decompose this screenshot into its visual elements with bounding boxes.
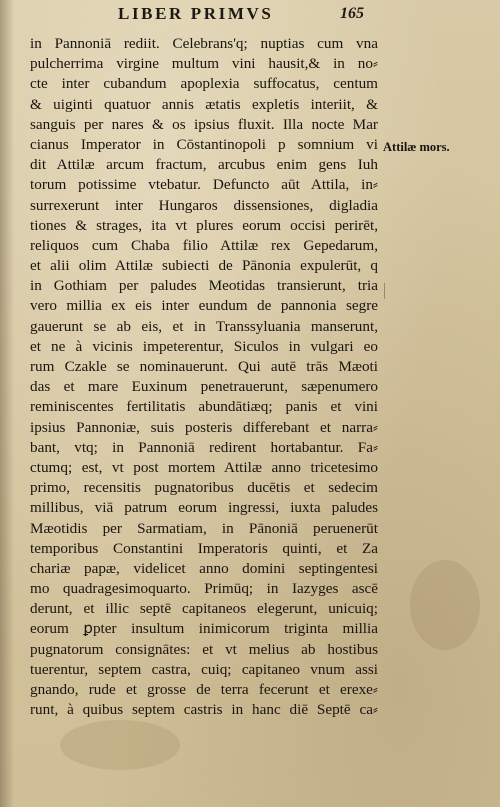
text-line: tiones & strages, ita vt plures eorum occisi perirēt, <box>30 216 378 234</box>
text-line: mo quadragesimoquarto. Primūq; in Iazyges ascē <box>30 580 378 598</box>
text-line: pugnatorum consignātes: et vt melius ab hostibus <box>30 640 378 658</box>
text-line: millibus, viā patrum eorum ingressi, iuxta paludes <box>30 499 378 517</box>
marginal-note: Attilæ mors. <box>383 140 450 154</box>
text-line: gauerunt se ab eis, et in Transsyluania manserunt, <box>30 317 378 335</box>
text-line: ctumq; est, vt post mortem Attilæ anno tricetesimo <box>30 458 378 476</box>
text-line: cianus Imperator in Cōstantinopoli p somnium vi <box>30 135 378 153</box>
text-line: primo, recensitis pugnatoribus ducētis et sedecim <box>30 479 378 497</box>
page-number: 165 <box>340 5 364 22</box>
paper-stain <box>60 720 180 770</box>
body-text <box>30 34 378 720</box>
text-line: et ne à vicinis impeterentur, Siculos in vulgari eo <box>30 337 378 355</box>
text-line: dit Attilæ arcum fractum, arcubus enim gens Iuh <box>30 156 378 174</box>
text-line: cte inter cubandum apoplexia suffocatus, centum <box>30 75 378 93</box>
margin-mark <box>384 283 389 299</box>
text-line: in Gothiam per paludes Meotidas transierunt, tria <box>30 277 378 295</box>
text-line: torum potissime vtebatur. Defuncto aūt Attila, in⸗ <box>30 176 378 194</box>
page-gutter-shadow <box>0 0 14 807</box>
running-head <box>0 2 500 28</box>
text-line: eorum ꝑpter insultum inimicorum triginta millia <box>30 620 378 638</box>
paper-stain <box>410 560 480 650</box>
text-line: pulcherrima virgine multum vini hausit,& in no⸗ <box>30 55 378 73</box>
text-line: surrexerunt inter Hungaros dissensiones, digladia <box>30 196 378 214</box>
text-line: ipsius Pannoniæ, suis posteris differebant et narra⸗ <box>30 418 378 436</box>
text-line: tuerentur, septem castra, cuiq; capitaneo vnum assi <box>30 660 378 678</box>
text-line: derunt, et illic septē capitaneos elegerunt, unicuiq; <box>30 600 378 618</box>
text-line: & uiginti quatuor annis ætatis expletis interiit, & <box>30 95 378 113</box>
text-line: bant, vtq; in Pannoniā redirent hortabantur. Fa⸗ <box>30 438 378 456</box>
running-head-title: LIBER PRIMVS <box>118 4 274 23</box>
text-line: das et mare Euxinum penetrauerunt, sæpenumero <box>30 378 378 396</box>
text-line: runt, à quibus septem castris in hanc diē Septē ca⸗ <box>30 701 378 719</box>
text-line: vero millia ex eis inter eundum de pannonia segre <box>30 297 378 315</box>
text-line: rum Czakle se nominauerunt. Qui autē trās Mæoti <box>30 358 378 375</box>
text-line: et alii olim Attilæ subiecti de Pānonia expulerūt, q <box>30 257 378 275</box>
text-line: chariæ papæ, videlicet anno domini septingentesi <box>30 559 378 577</box>
text-line: reliquos cum Chaba filio Attilæ rex Gepedarum, <box>30 236 378 254</box>
text-line: reminiscentes fertilitatis abundātiæq; panis et vini <box>30 398 378 416</box>
text-line: gnando, rude et grosse de terra fecerunt et erexe⸗ <box>30 681 378 698</box>
text-line: in Pannoniā rediit. Celebrans'q; nuptias cum vna <box>30 35 378 52</box>
text-line: temporibus Constantini Imperatoris quinti, et Za <box>30 539 378 557</box>
text-line: Mæotidis per Sarmatiam, in Pānoniā peruenerūt <box>30 519 378 537</box>
text-line: sanguis per nares & os ipsius fluxit. Illa nocte Mar <box>30 115 378 133</box>
